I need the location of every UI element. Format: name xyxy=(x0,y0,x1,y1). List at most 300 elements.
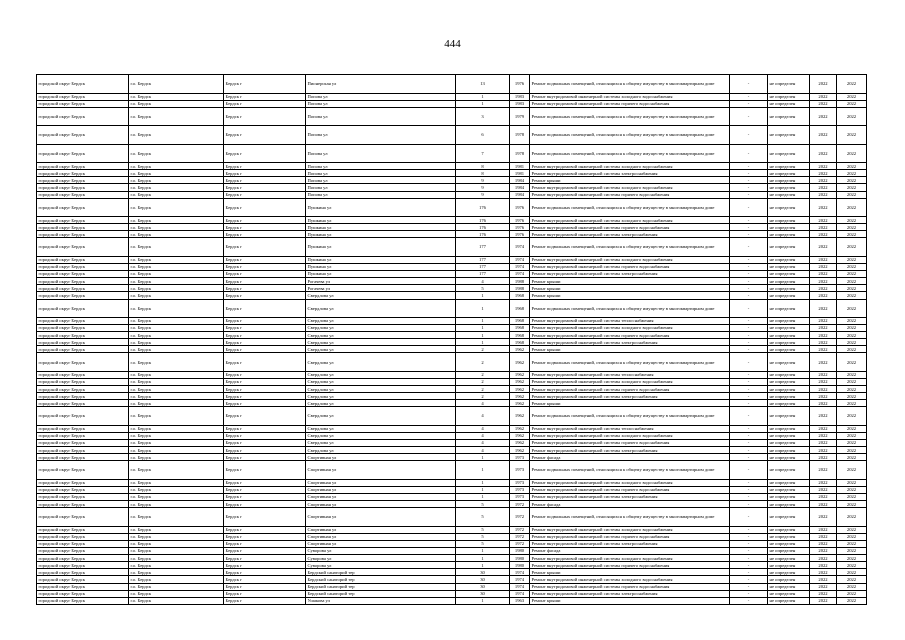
city-cell: Бердск г xyxy=(224,231,306,238)
street-cell: Свердлова ул xyxy=(306,447,456,454)
end-year-cell: 2022 xyxy=(837,191,867,198)
end-year-cell: 2022 xyxy=(837,569,867,576)
city-cell: Бердск г xyxy=(224,278,306,285)
municipality-cell: городской округ Бердск xyxy=(37,590,129,597)
start-year-cell: 2022 xyxy=(810,461,837,480)
municipality-cell: городской округ Бердск xyxy=(37,198,129,217)
work-type-cell: Ремонт внутридомовой инженерной системы холодного водоснабжения xyxy=(530,93,730,100)
volume-cell: - xyxy=(730,526,768,533)
end-year-cell: 2022 xyxy=(837,433,867,440)
work-type-cell: Ремонт крыши xyxy=(530,278,730,285)
city-cell: Бердск г xyxy=(224,494,306,501)
work-type-cell: Ремонт внутридомовой инженерной системы горячего водоснабжения xyxy=(530,224,730,231)
cost-cell: не определен xyxy=(768,508,810,527)
work-type-cell: Ремонт внутридомовой инженерной системы холодного водоснабжения xyxy=(530,479,730,486)
end-year-cell: 2022 xyxy=(837,271,867,278)
city-cell: Бердск г xyxy=(224,590,306,597)
work-type-cell: Ремонт крыши xyxy=(530,292,730,299)
cost-cell: не определен xyxy=(768,191,810,198)
work-type-cell: Ремонт подвальных помещений, относящихся к общему имуществу в многоквартирном доме xyxy=(530,461,730,480)
volume-cell: - xyxy=(730,191,768,198)
table-row xyxy=(37,170,867,177)
start-year-cell: 2022 xyxy=(810,198,837,217)
city-cell: Бердск г xyxy=(224,371,306,378)
cost-cell: не определен xyxy=(768,163,810,170)
end-year-cell: 2022 xyxy=(837,184,867,191)
district-cell: г.о. Бердск xyxy=(129,107,224,126)
municipality-cell: городской округ Бердск xyxy=(37,278,129,285)
year-built-cell: 1968 xyxy=(510,318,530,325)
house-number-cell: 177 xyxy=(456,264,510,271)
district-cell: г.о. Бердск xyxy=(129,318,224,325)
cost-cell: не определен xyxy=(768,540,810,547)
cost-cell: не определен xyxy=(768,93,810,100)
start-year-cell: 2022 xyxy=(810,487,837,494)
street-cell: Пушкина ул xyxy=(306,271,456,278)
repair-schedule-table xyxy=(36,74,867,605)
district-cell: г.о. Бердск xyxy=(129,184,224,191)
city-cell: Бердск г xyxy=(224,548,306,555)
cost-cell: не определен xyxy=(768,177,810,184)
work-type-cell: Ремонт подвальных помещений, относящихся к общему имуществу в многоквартирном доме xyxy=(530,508,730,527)
year-built-cell: 1962 xyxy=(510,393,530,400)
work-type-cell: Ремонт внутридомовой инженерной системы горячего водоснабжения xyxy=(530,386,730,393)
district-cell: г.о. Бердск xyxy=(129,400,224,407)
table-row xyxy=(37,393,867,400)
work-type-cell: Ремонт внутридомовой инженерной системы холодного водоснабжения xyxy=(530,433,730,440)
start-year-cell: 2022 xyxy=(810,569,837,576)
city-cell: Бердск г xyxy=(224,407,306,426)
end-year-cell: 2022 xyxy=(837,198,867,217)
house-number-cell: 2 xyxy=(456,379,510,386)
table-row xyxy=(37,379,867,386)
table-row xyxy=(37,271,867,278)
house-number-cell: 176 xyxy=(456,198,510,217)
city-cell: Бердск г xyxy=(224,583,306,590)
street-cell: Попова ул xyxy=(306,107,456,126)
municipality-cell: городской округ Бердск xyxy=(37,163,129,170)
year-built-cell: 1974 xyxy=(510,256,530,263)
work-type-cell: Ремонт внутридомовой инженерной системы горячего водоснабжения xyxy=(530,191,730,198)
municipality-cell: городской округ Бердск xyxy=(37,501,129,508)
volume-cell: - xyxy=(730,576,768,583)
table-row xyxy=(37,400,867,407)
cost-cell: не определен xyxy=(768,107,810,126)
street-cell: Попова ул xyxy=(306,163,456,170)
city-cell: Бердск г xyxy=(224,379,306,386)
municipality-cell: городской округ Бердск xyxy=(37,562,129,569)
table-row xyxy=(37,256,867,263)
cost-cell: не определен xyxy=(768,533,810,540)
municipality-cell: городской округ Бердск xyxy=(37,447,129,454)
cost-cell: не определен xyxy=(768,576,810,583)
work-type-cell: Ремонт внутридомовой инженерной системы горячего водоснабжения xyxy=(530,583,730,590)
work-type-cell: Ремонт крыши xyxy=(530,400,730,407)
district-cell: г.о. Бердск xyxy=(129,425,224,432)
volume-cell: - xyxy=(730,400,768,407)
volume-cell: - xyxy=(730,487,768,494)
cost-cell: не определен xyxy=(768,569,810,576)
house-number-cell: 4 xyxy=(456,425,510,432)
year-built-cell: 1978 xyxy=(510,144,530,163)
end-year-cell: 2022 xyxy=(837,501,867,508)
municipality-cell: городской округ Бердск xyxy=(37,548,129,555)
volume-cell: - xyxy=(730,325,768,332)
city-cell: Бердск г xyxy=(224,318,306,325)
city-cell: Бердск г xyxy=(224,292,306,299)
volume-cell: - xyxy=(730,461,768,480)
end-year-cell: 2022 xyxy=(837,332,867,339)
work-type-cell: Ремонт внутридомовой инженерной системы теплоснабжения xyxy=(530,318,730,325)
district-cell: г.о. Бердск xyxy=(129,454,224,461)
start-year-cell: 2022 xyxy=(810,371,837,378)
municipality-cell: городской округ Бердск xyxy=(37,224,129,231)
end-year-cell: 2022 xyxy=(837,400,867,407)
page-number: 444 xyxy=(444,38,461,50)
street-cell: Попова ул xyxy=(306,191,456,198)
table-row xyxy=(37,163,867,170)
volume-cell: - xyxy=(730,292,768,299)
work-type-cell: Ремонт внутридомовой инженерной системы горячего водоснабжения xyxy=(530,533,730,540)
district-cell: г.о. Бердск xyxy=(129,144,224,163)
city-cell: Бердск г xyxy=(224,325,306,332)
municipality-cell: городской округ Бердск xyxy=(37,93,129,100)
city-cell: Бердск г xyxy=(224,526,306,533)
district-cell: г.о. Бердск xyxy=(129,379,224,386)
year-built-cell: 1962 xyxy=(510,425,530,432)
house-number-cell: 1 xyxy=(456,487,510,494)
city-cell: Бердск г xyxy=(224,597,306,604)
table-row xyxy=(37,224,867,231)
house-number-cell: 4 xyxy=(456,447,510,454)
cost-cell: не определен xyxy=(768,583,810,590)
house-number-cell: 1 xyxy=(456,292,510,299)
house-number-cell: 2 xyxy=(456,353,510,372)
volume-cell: - xyxy=(730,569,768,576)
city-cell: Бердск г xyxy=(224,440,306,447)
cost-cell: не определен xyxy=(768,332,810,339)
work-type-cell: Ремонт внутридомовой инженерной системы электроснабжения xyxy=(530,231,730,238)
table-row xyxy=(37,487,867,494)
house-number-cell: 30 xyxy=(456,576,510,583)
table-body xyxy=(37,75,867,605)
table-row xyxy=(37,555,867,562)
district-cell: г.о. Бердск xyxy=(129,285,224,292)
end-year-cell: 2022 xyxy=(837,386,867,393)
house-number-cell: 1 xyxy=(456,555,510,562)
end-year-cell: 2022 xyxy=(837,170,867,177)
work-type-cell: Ремонт крыши xyxy=(530,569,730,576)
volume-cell: - xyxy=(730,433,768,440)
table-row xyxy=(37,93,867,100)
start-year-cell: 2022 xyxy=(810,440,837,447)
work-type-cell: Ремонт внутридомовой инженерной системы теплоснабжения xyxy=(530,371,730,378)
volume-cell: - xyxy=(730,508,768,527)
table-row xyxy=(37,501,867,508)
municipality-cell: городской округ Бердск xyxy=(37,487,129,494)
volume-cell: - xyxy=(730,93,768,100)
year-built-cell: 1973 xyxy=(510,461,530,480)
city-cell: Бердск г xyxy=(224,224,306,231)
cost-cell: не определен xyxy=(768,217,810,224)
start-year-cell: 2022 xyxy=(810,590,837,597)
house-number-cell: 13 xyxy=(456,75,510,94)
end-year-cell: 2022 xyxy=(837,339,867,346)
work-type-cell: Ремонт фасада xyxy=(530,454,730,461)
house-number-cell: 1 xyxy=(456,325,510,332)
street-cell: Спортивная ул xyxy=(306,494,456,501)
work-type-cell: Ремонт внутридомовой инженерной системы холодного водоснабжения xyxy=(530,256,730,263)
municipality-cell: городской округ Бердск xyxy=(37,597,129,604)
start-year-cell: 2022 xyxy=(810,346,837,353)
municipality-cell: городской округ Бердск xyxy=(37,339,129,346)
house-number-cell: 176 xyxy=(456,217,510,224)
start-year-cell: 2022 xyxy=(810,292,837,299)
house-number-cell: 2 xyxy=(456,346,510,353)
municipality-cell: городской округ Бердск xyxy=(37,555,129,562)
street-cell: Спортивная ул xyxy=(306,533,456,540)
district-cell: г.о. Бердск xyxy=(129,163,224,170)
work-type-cell: Ремонт внутридомовой инженерной системы электроснабжения xyxy=(530,271,730,278)
street-cell: Пушкина ул xyxy=(306,217,456,224)
work-type-cell: Ремонт крыши xyxy=(530,346,730,353)
work-type-cell: Ремонт подвальных помещений, относящихся к общему имуществу в многоквартирном доме xyxy=(530,353,730,372)
district-cell: г.о. Бердск xyxy=(129,393,224,400)
cost-cell: не определен xyxy=(768,386,810,393)
work-type-cell: Ремонт внутридомовой инженерной системы горячего водоснабжения xyxy=(530,264,730,271)
cost-cell: не определен xyxy=(768,224,810,231)
work-type-cell: Ремонт подвальных помещений, относящихся к общему имуществу в многоквартирном доме xyxy=(530,144,730,163)
start-year-cell: 2022 xyxy=(810,144,837,163)
start-year-cell: 2022 xyxy=(810,526,837,533)
house-number-cell: 4 xyxy=(456,433,510,440)
table-row xyxy=(37,454,867,461)
table-row xyxy=(37,569,867,576)
year-built-cell: 1962 xyxy=(510,379,530,386)
work-type-cell: Ремонт внутридомовой инженерной системы электроснабжения xyxy=(530,447,730,454)
year-built-cell: 1972 xyxy=(510,501,530,508)
city-cell: Бердск г xyxy=(224,163,306,170)
start-year-cell: 2022 xyxy=(810,278,837,285)
table-row xyxy=(37,144,867,163)
house-number-cell: 7 xyxy=(456,144,510,163)
end-year-cell: 2022 xyxy=(837,144,867,163)
start-year-cell: 2022 xyxy=(810,407,837,426)
city-cell: Бердск г xyxy=(224,299,306,318)
municipality-cell: городской округ Бердск xyxy=(37,540,129,547)
start-year-cell: 2022 xyxy=(810,264,837,271)
cost-cell: не определен xyxy=(768,346,810,353)
municipality-cell: городской округ Бердск xyxy=(37,576,129,583)
street-cell: Ушакова ул xyxy=(306,597,456,604)
district-cell: г.о. Бердск xyxy=(129,433,224,440)
municipality-cell: городской округ Бердск xyxy=(37,191,129,198)
street-cell: Пионерская ул xyxy=(306,75,456,94)
table-row xyxy=(37,548,867,555)
district-cell: г.о. Бердск xyxy=(129,597,224,604)
year-built-cell: 1984 xyxy=(510,191,530,198)
street-cell: Свердлова ул xyxy=(306,292,456,299)
cost-cell: не определен xyxy=(768,597,810,604)
street-cell: Попова ул xyxy=(306,144,456,163)
volume-cell: - xyxy=(730,217,768,224)
district-cell: г.о. Бердск xyxy=(129,487,224,494)
house-number-cell: 1 xyxy=(456,93,510,100)
cost-cell: не определен xyxy=(768,440,810,447)
street-cell: Суворова ул xyxy=(306,562,456,569)
city-cell: Бердск г xyxy=(224,107,306,126)
start-year-cell: 2022 xyxy=(810,271,837,278)
cost-cell: не определен xyxy=(768,299,810,318)
district-cell: г.о. Бердск xyxy=(129,555,224,562)
city-cell: Бердск г xyxy=(224,576,306,583)
year-built-cell: 1962 xyxy=(510,407,530,426)
house-number-cell: 5 xyxy=(456,508,510,527)
year-built-cell: 1978 xyxy=(510,126,530,145)
cost-cell: не определен xyxy=(768,318,810,325)
volume-cell: - xyxy=(730,107,768,126)
district-cell: г.о. Бердск xyxy=(129,346,224,353)
start-year-cell: 2022 xyxy=(810,339,837,346)
end-year-cell: 2022 xyxy=(837,393,867,400)
city-cell: Бердск г xyxy=(224,126,306,145)
table-row xyxy=(37,231,867,238)
volume-cell: - xyxy=(730,75,768,94)
table-row xyxy=(37,562,867,569)
cost-cell: не определен xyxy=(768,292,810,299)
city-cell: Бердск г xyxy=(224,285,306,292)
table-row xyxy=(37,540,867,547)
end-year-cell: 2022 xyxy=(837,508,867,527)
house-number-cell: 1 xyxy=(456,597,510,604)
municipality-cell: городской округ Бердск xyxy=(37,371,129,378)
city-cell: Бердск г xyxy=(224,93,306,100)
end-year-cell: 2022 xyxy=(837,407,867,426)
work-type-cell: Ремонт фасада xyxy=(530,501,730,508)
table-row xyxy=(37,285,867,292)
cost-cell: не определен xyxy=(768,400,810,407)
table-row xyxy=(37,386,867,393)
house-number-cell: 2 xyxy=(456,393,510,400)
volume-cell: - xyxy=(730,555,768,562)
city-cell: Бердск г xyxy=(224,332,306,339)
end-year-cell: 2022 xyxy=(837,299,867,318)
street-cell: Спортивная ул xyxy=(306,526,456,533)
volume-cell: - xyxy=(730,224,768,231)
cost-cell: не определен xyxy=(768,256,810,263)
street-cell: Бердский санаторий тер xyxy=(306,583,456,590)
house-number-cell: 1 xyxy=(456,562,510,569)
volume-cell: - xyxy=(730,346,768,353)
cost-cell: не определен xyxy=(768,271,810,278)
work-type-cell: Ремонт внутридомовой инженерной системы холодного водоснабжения xyxy=(530,555,730,562)
street-cell: Спортивная ул xyxy=(306,501,456,508)
house-number-cell: 5 xyxy=(456,526,510,533)
work-type-cell: Ремонт внутридомовой инженерной системы холодного водоснабжения xyxy=(530,325,730,332)
city-cell: Бердск г xyxy=(224,271,306,278)
volume-cell: - xyxy=(730,597,768,604)
end-year-cell: 2022 xyxy=(837,425,867,432)
end-year-cell: 2022 xyxy=(837,238,867,257)
table-row xyxy=(37,100,867,107)
start-year-cell: 2022 xyxy=(810,191,837,198)
end-year-cell: 2022 xyxy=(837,107,867,126)
municipality-cell: городской округ Бердск xyxy=(37,508,129,527)
city-cell: Бердск г xyxy=(224,386,306,393)
municipality-cell: городской округ Бердск xyxy=(37,400,129,407)
end-year-cell: 2022 xyxy=(837,479,867,486)
year-built-cell: 1962 xyxy=(510,371,530,378)
table-row xyxy=(37,75,867,94)
work-type-cell: Ремонт внутридомовой инженерной системы теплоснабжения xyxy=(530,425,730,432)
year-built-cell: 1973 xyxy=(510,479,530,486)
house-number-cell: 1 xyxy=(456,548,510,555)
start-year-cell: 2022 xyxy=(810,400,837,407)
district-cell: г.о. Бердск xyxy=(129,224,224,231)
cost-cell: не определен xyxy=(768,487,810,494)
street-cell: Суворова ул xyxy=(306,548,456,555)
district-cell: г.о. Бердск xyxy=(129,100,224,107)
cost-cell: не определен xyxy=(768,393,810,400)
district-cell: г.о. Бердск xyxy=(129,479,224,486)
city-cell: Бердск г xyxy=(224,238,306,257)
district-cell: г.о. Бердск xyxy=(129,198,224,217)
cost-cell: не определен xyxy=(768,170,810,177)
volume-cell: - xyxy=(730,170,768,177)
end-year-cell: 2022 xyxy=(837,494,867,501)
city-cell: Бердск г xyxy=(224,346,306,353)
street-cell: Спортивная ул xyxy=(306,461,456,480)
year-built-cell: 1962 xyxy=(510,386,530,393)
year-built-cell: 1988 xyxy=(510,278,530,285)
municipality-cell: городской округ Бердск xyxy=(37,292,129,299)
table-row xyxy=(37,184,867,191)
work-type-cell: Ремонт подвальных помещений, относящихся к общему имуществу в многоквартирном доме xyxy=(530,407,730,426)
work-type-cell: Ремонт внутридомовой инженерной системы электроснабжения xyxy=(530,170,730,177)
year-built-cell: 1968 xyxy=(510,339,530,346)
year-built-cell: 1972 xyxy=(510,526,530,533)
municipality-cell: городской округ Бердск xyxy=(37,379,129,386)
year-built-cell: 1980 xyxy=(510,562,530,569)
year-built-cell: 1988 xyxy=(510,285,530,292)
city-cell: Бердск г xyxy=(224,479,306,486)
street-cell: Свердлова ул xyxy=(306,433,456,440)
cost-cell: не определен xyxy=(768,285,810,292)
volume-cell: - xyxy=(730,100,768,107)
municipality-cell: городской округ Бердск xyxy=(37,217,129,224)
municipality-cell: городской округ Бердск xyxy=(37,433,129,440)
table-row xyxy=(37,238,867,257)
city-cell: Бердск г xyxy=(224,198,306,217)
house-number-cell: 2 xyxy=(456,371,510,378)
year-built-cell: 1974 xyxy=(510,590,530,597)
house-number-cell: 4 xyxy=(456,407,510,426)
volume-cell: - xyxy=(730,454,768,461)
city-cell: Бердск г xyxy=(224,339,306,346)
street-cell: Спортивная ул xyxy=(306,487,456,494)
year-built-cell: 1968 xyxy=(510,292,530,299)
house-number-cell: 1 xyxy=(456,332,510,339)
volume-cell: - xyxy=(730,332,768,339)
table-row xyxy=(37,479,867,486)
start-year-cell: 2022 xyxy=(810,126,837,145)
street-cell: Попова ул xyxy=(306,177,456,184)
start-year-cell: 2022 xyxy=(810,107,837,126)
cost-cell: не определен xyxy=(768,184,810,191)
start-year-cell: 2022 xyxy=(810,163,837,170)
volume-cell: - xyxy=(730,184,768,191)
street-cell: Свердлова ул xyxy=(306,318,456,325)
